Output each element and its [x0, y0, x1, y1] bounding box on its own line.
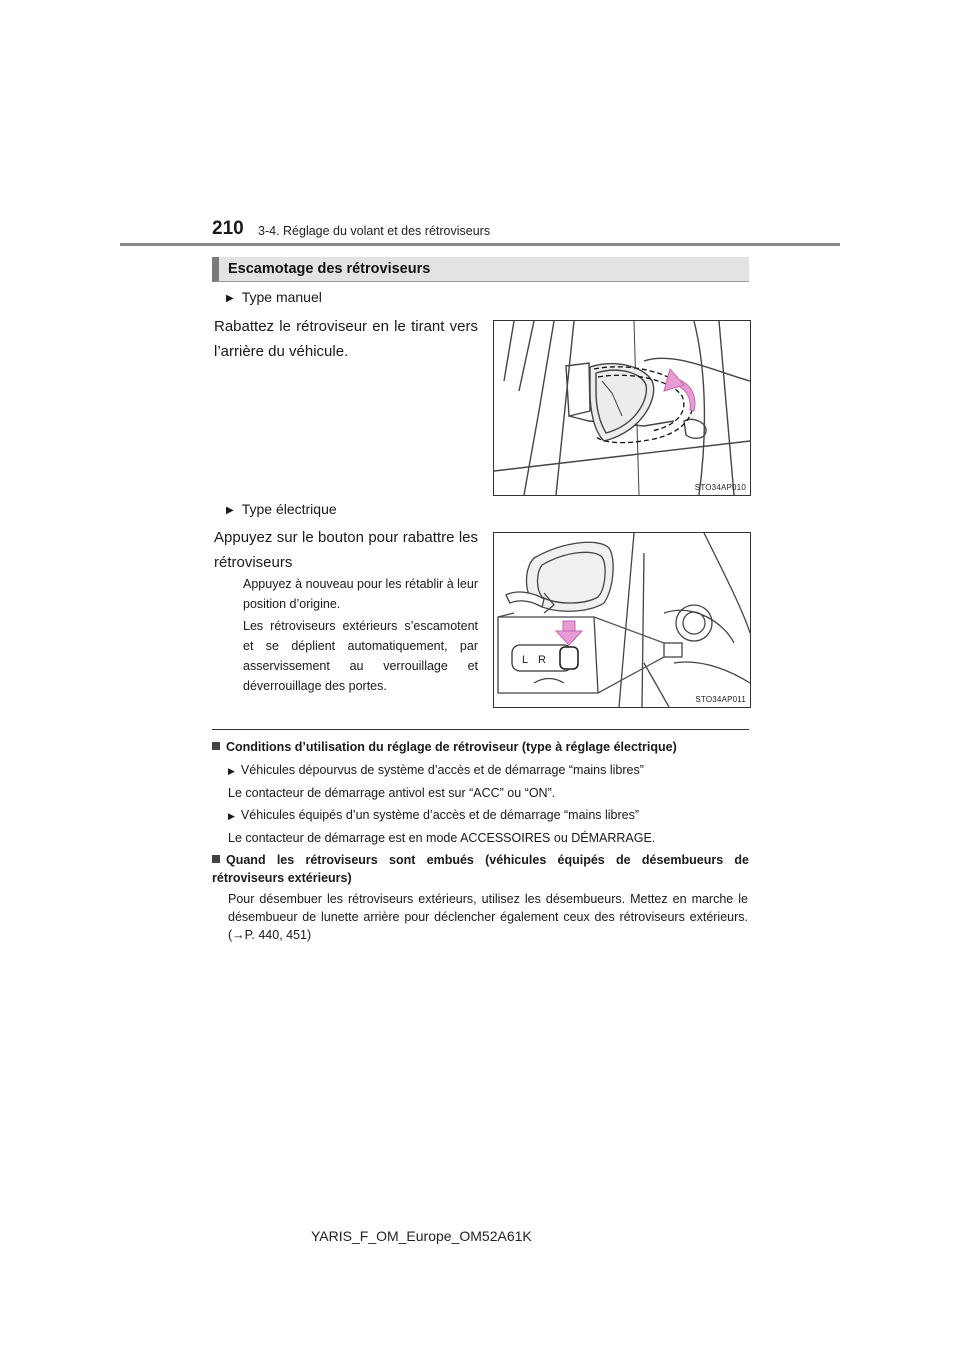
switch-label-left: L: [522, 654, 529, 666]
note-sub-with-smart-key: ▶ Véhicules équipés d’un système d’accès et de démarrage “mains libres”: [228, 808, 640, 822]
document-footer: YARIS_F_OM_Europe_OM52A61K: [311, 1228, 532, 1244]
figure-manual-mirror: [493, 320, 751, 496]
header-rule: [120, 243, 840, 246]
figure-code: STO34AP011: [695, 695, 746, 704]
figure-code: STO34AP010: [694, 483, 746, 492]
square-bullet-icon: [212, 855, 220, 863]
triangle-bullet-icon: ▶: [226, 293, 234, 304]
note-text-acc-on: Le contacteur de démarrage antivol est sur “ACC” ou “ON”.: [228, 786, 556, 800]
arrow-right-icon: →: [232, 928, 245, 942]
page-reference-link[interactable]: P. 440, 451): [244, 928, 312, 942]
note-sub-without-smart-key: ▶ Véhicules dépourvus de système d’accès et de démarrage “mains libres”: [228, 763, 644, 777]
page-number: 210: [212, 218, 244, 239]
manual-instruction: Rabattez le rétroviseur en le tirant vers l’arrière du véhicule.: [214, 318, 478, 360]
note-text-accessoires: Le contacteur de démarrage est en mode ACCESSOIRES ou DÉMARRAGE.: [228, 831, 656, 845]
bullet-manual: ▶ Type manuel: [226, 289, 322, 305]
switch-label-right: R: [538, 654, 546, 666]
note-heading-fogged: Quand les rétroviseurs sont embués (véhicules équipés de désembueurs de rétroviseurs extérieurs): [212, 853, 749, 885]
square-bullet-icon: [212, 742, 220, 750]
triangle-bullet-icon: ▶: [228, 811, 235, 821]
electric-note-2: Les rétroviseurs extérieurs s’escamotent et se déplient automatiquement, par asservissement au verrouillage et déverrouillage des portes.: [243, 619, 478, 693]
electric-note-1: Appuyez à nouveau pour les rétablir à leur position d’origine.: [243, 577, 478, 611]
triangle-bullet-icon: ▶: [228, 766, 235, 776]
section-heading: [212, 257, 749, 282]
figure-electric-mirror: [493, 532, 751, 708]
bullet-electric: ▶ Type électrique: [226, 501, 337, 517]
note-heading-conditions: Conditions d’utilisation du réglage de rétroviseur (type à réglage électrique): [212, 738, 749, 756]
section-divider: [212, 729, 749, 730]
manual-mirror-illustration: [494, 321, 750, 495]
electric-instruction: Appuyez sur le bouton pour rabattre les rétroviseurs: [214, 529, 478, 571]
electric-mirror-illustration: [494, 533, 750, 707]
section-heading-text: Escamotage des rétroviseurs: [228, 261, 431, 277]
triangle-bullet-icon: ▶: [226, 505, 234, 516]
section-title: 3-4. Réglage du volant et des rétroviseurs: [258, 224, 491, 238]
note-text-defogger: Pour désembuer les rétroviseurs extérieurs, utilisez les désembueurs. Mettez en marche le désembueur de lunette arrière pour déclencher également ceux des rétroviseurs extérieurs. (→P. 440, 451): [228, 892, 748, 942]
